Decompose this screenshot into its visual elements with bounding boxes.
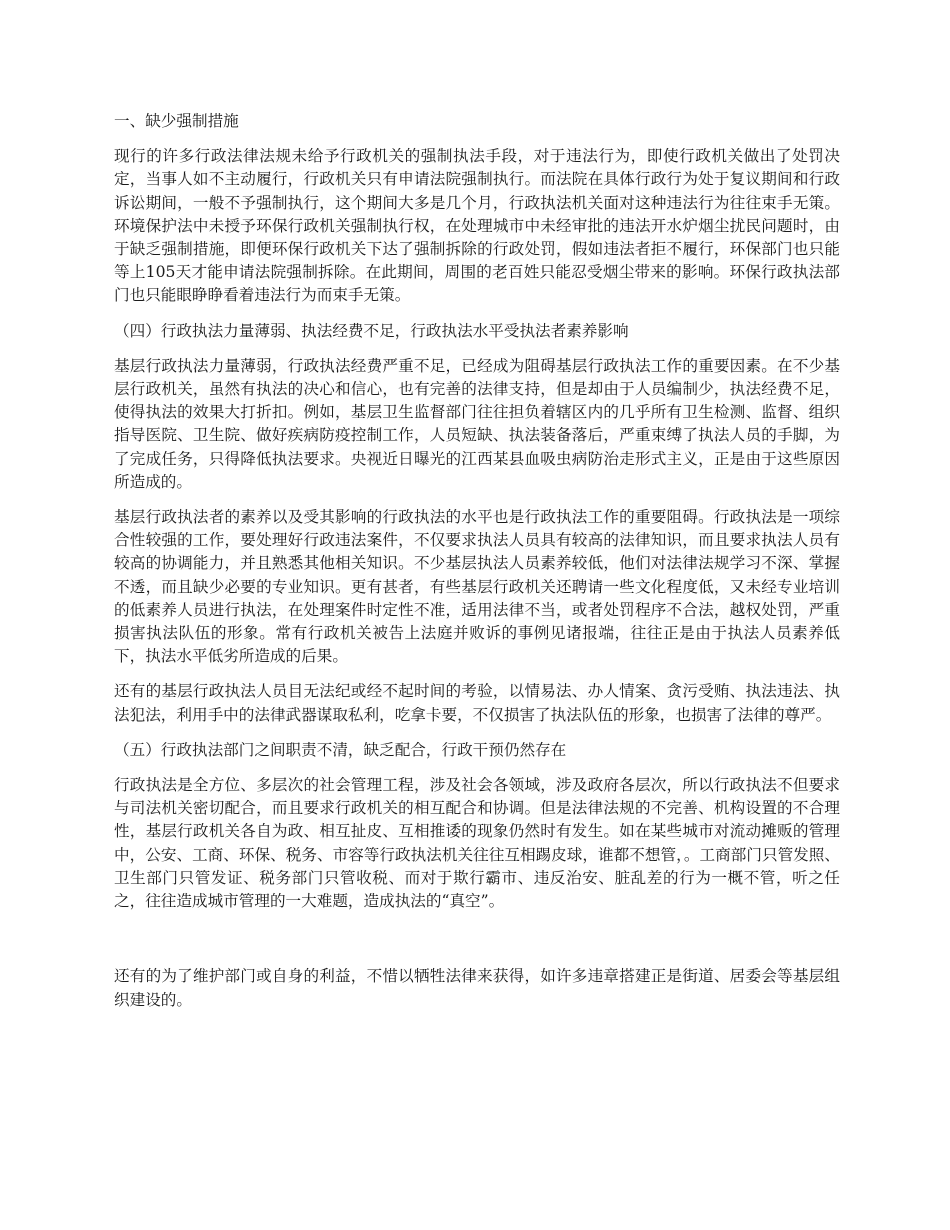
section-heading-3: （五）行政执法部门之间职责不清，缺乏配合，行政干预仍然存在 [114, 740, 567, 759]
section-heading-2: （四）行政执法力量薄弱、执法经费不足，行政执法水平受执法者素养影响 [114, 321, 629, 340]
paragraph-6: 还有的为了维护部门或自身的利益，不惜以牺牲法律来获得，如许多违章搭建正是街道、居委会等基层组织建设的。 [114, 967, 840, 1009]
paragraph-3: 基层行政执法者的素养以及受其影响的行政执法的水平也是行政执法工作的重要阻碍。行政执法是一项综合性较强的工作，要处理好行政违法案件，不仅要求执法人员具有较高的法律知识，而且要求执法人员有较高的协调能力，并且熟悉其他相关知识。不少基层执法人员素养较低，他们对法律法规学习不深、掌握不透，而且缺少必要的专业知识。更有甚者，有些基层行政机关还聘请一些文化程度低，又未经专业培训的低素养人员进行执法，在处理案件时定性不准，适用法律不当，或者处罚程序不合法，越权处罚，严重损害执法队伍的形象。常有行政机关被告上法庭并败诉的事例见诸报端，往往正是由于执法人员素养低下，执法水平低劣所造成的后果。 [114, 508, 840, 666]
paragraph-4: 还有的基层行政执法人员目无法纪或经不起时间的考验，以情易法、办人情案、贪污受贿、执法违法、执法犯法，利用手中的法律武器谋取私利，吃拿卡要，不仅损害了执法队伍的形象，也损害了法律的尊严。 [114, 682, 840, 724]
paragraph-1: 现行的许多行政法律法规未给予行政机关的强制执法手段，对于违法行为，即使行政机关做出了处罚决定，当事人如不主动履行，行政机关只有申请法院强制执行。而法院在具体行政行为处于复议期间和行政诉讼期间，一般不予强制执行，这个期间大多是几个月，行政执法机关面对这种违法行为往往束手无策。环境保护法中未授予环保行政机关强制执行权，在处理城市中未经审批的违法开水炉烟尘扰民问题时，由于缺乏强制措施，即便环保行政机关下达了强制拆除的行政处罚，假如违法者拒不履行，环保部门也只能等上105天才能申请法院强制拆除。在此期间，周围的老百姓只能忍受烟尘带来的影响。环保行政执法部门也只能眼睁睁看着违法行为而束手无策。 [114, 147, 840, 305]
paragraph-2: 基层行政执法力量薄弱，行政执法经费严重不足，已经成为阻碍基层行政执法工作的重要因素。在不少基层行政机关，虽然有执法的决心和信心，也有完善的法律支持，但是却由于人员编制少，执法经费不足，使得执法的效果大打折扣。例如，基层卫生监督部门往往担负着辖区内的几乎所有卫生检测、监督、组织指导医院、卫生院、做好疾病防疫控制工作，人员短缺、执法装备落后，严重束缚了执法人员的手脚，为了完成任务，只得降低执法要求。央视近日曝光的江西某县血吸虫病防治走形式主义，正是由于这些原因所造成的。 [114, 356, 840, 491]
document-body [114, 110, 840, 1024]
section-heading-1: 一、缺少强制措施 [114, 112, 239, 130]
paragraph-5: 行政执法是全方位、多层次的社会管理工程，涉及社会各领域，涉及政府各层次，所以行政执法不但要求与司法机关密切配合，而且要求行政机关的相互配合和协调。但是法律法规的不完善、机构设置的不合理性，基层行政机关各自为政、相互扯皮、互相推诿的现象仍然时有发生。如在某些城市对流动摊贩的管理中，公安、工商、环保、税务、市容等行政执法机关往往互相踢皮球，谁都不想管，。工商部门只管发照、卫生部门只管发证、税务部门只管收税、而对于欺行霸市、违反治安、脏乱差的行为一概不管，听之任之，往往造成城市管理的一大难题，造成执法的“真空”。 [114, 776, 840, 911]
paragraph-spacer [114, 925, 840, 965]
